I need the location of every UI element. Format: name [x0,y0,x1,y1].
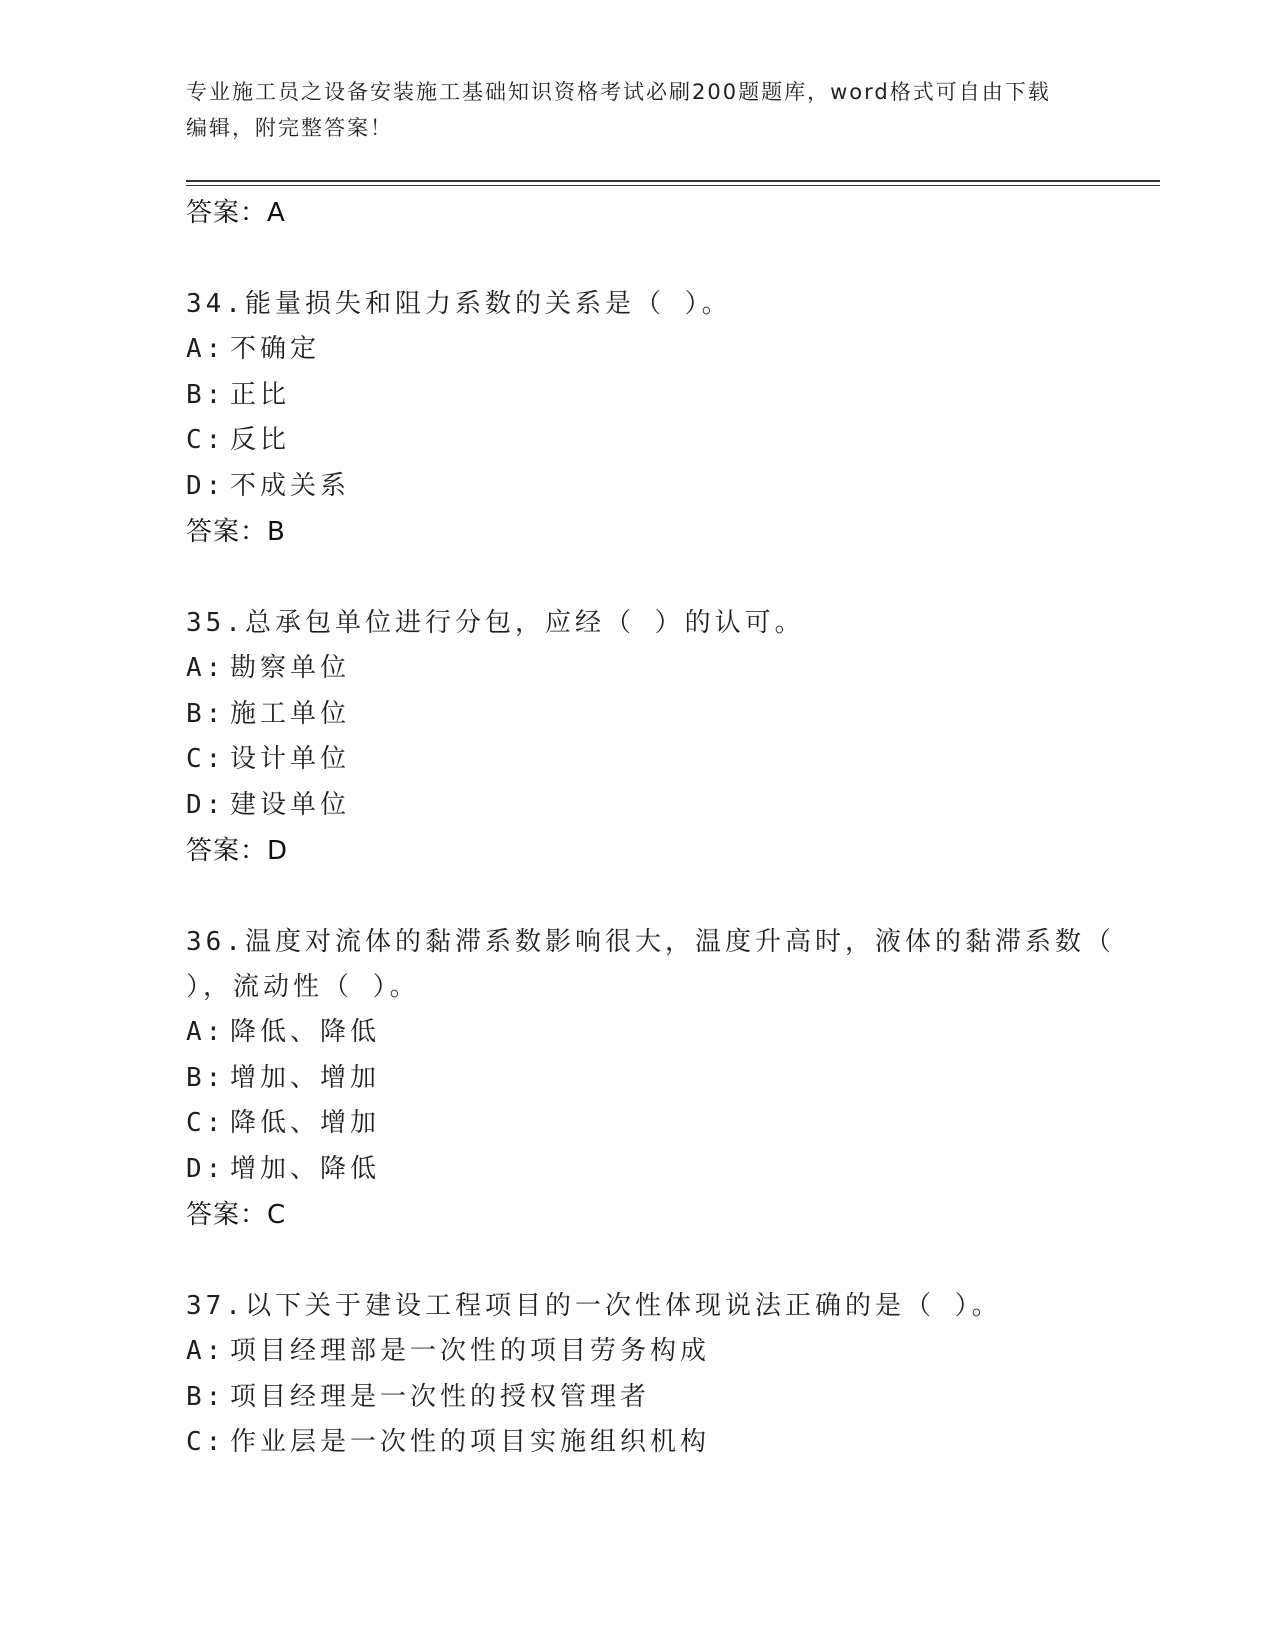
option-text: 项目经理是一次性的授权管理者 [230,1381,651,1412]
option-item [186,1375,1146,1421]
option-key: B: [186,698,226,729]
option-key: C: [186,425,226,455]
option-key: D: [186,1153,226,1184]
option-text: 项目经理部是一次性的项目劳务构成 [230,1336,711,1366]
option-text: 增加、降低 [230,1153,381,1184]
option-text: 不成关系 [230,470,351,501]
option-key: C: [186,1108,226,1138]
option-text: 勘察单位 [230,653,351,683]
answer-line [186,828,1146,874]
option-key: A: [186,1336,226,1366]
answer-value: C [267,1200,287,1230]
option-item [186,373,1146,419]
option-text: 增加、增加 [230,1062,381,1093]
option-key: A: [186,334,226,364]
option-key: C: [186,744,226,774]
question-stem: 36.温度对流体的黏滞系数影响很大，温度升高时，液体的黏滞系数（ ），流动性（ ）。 [186,927,1115,1002]
answer-value: B [267,517,286,547]
option-key: B: [186,379,226,410]
option-item [186,1010,1146,1056]
answer-label: 答案： [186,198,268,228]
answer-value: D [267,836,289,866]
option-item [186,783,1146,829]
header-rule-thick [186,180,1160,182]
option-text: 降低、增加 [230,1108,381,1138]
option-text: 反比 [230,425,291,455]
option-text: 施工单位 [230,698,351,729]
question-stem: 34.能量损失和阻力系数的关系是（ ）。 [186,289,732,319]
document-header: 专业施工员之设备安装施工基础知识资格考试必刷200题题库，word格式可自由下载编辑，附完整答案！ [186,80,1051,140]
answer-label: 答案： [186,517,268,547]
option-item [186,418,1146,464]
option-key: B: [186,1062,226,1093]
option-item [186,646,1146,692]
option-key: A: [186,1017,226,1047]
option-text: 作业层是一次性的项目实施组织机构 [230,1427,711,1457]
option-item [186,1147,1146,1193]
option-text: 降低、降低 [230,1017,381,1047]
option-item [186,1056,1146,1102]
option-text: 设计单位 [230,744,351,774]
option-item [186,464,1146,510]
option-key: C: [186,1427,226,1457]
option-item [186,1329,1146,1375]
option-item [186,692,1146,738]
option-item [186,327,1146,373]
option-item [186,737,1146,783]
question-stem: 37.以下关于建设工程项目的一次性体现说法正确的是（ ）。 [186,1291,1002,1321]
option-text: 不确定 [230,334,321,364]
option-key: D: [186,789,226,820]
answer-line [186,190,1146,236]
answer-line [186,1192,1146,1238]
option-key: A: [186,653,226,683]
answer-value: A [267,198,286,228]
answer-label: 答案： [186,1200,268,1230]
option-item [186,1101,1146,1147]
option-key: D: [186,470,226,501]
header-rule-thin [186,185,1160,186]
question-list [186,190,1146,1466]
option-key: B: [186,1381,226,1412]
question-stem: 35.总承包单位进行分包，应经（ ）的认可。 [186,608,805,638]
option-item [186,1420,1146,1466]
answer-label: 答案： [186,836,268,866]
answer-line [186,509,1146,555]
option-text: 建设单位 [230,789,351,820]
option-text: 正比 [230,379,291,410]
